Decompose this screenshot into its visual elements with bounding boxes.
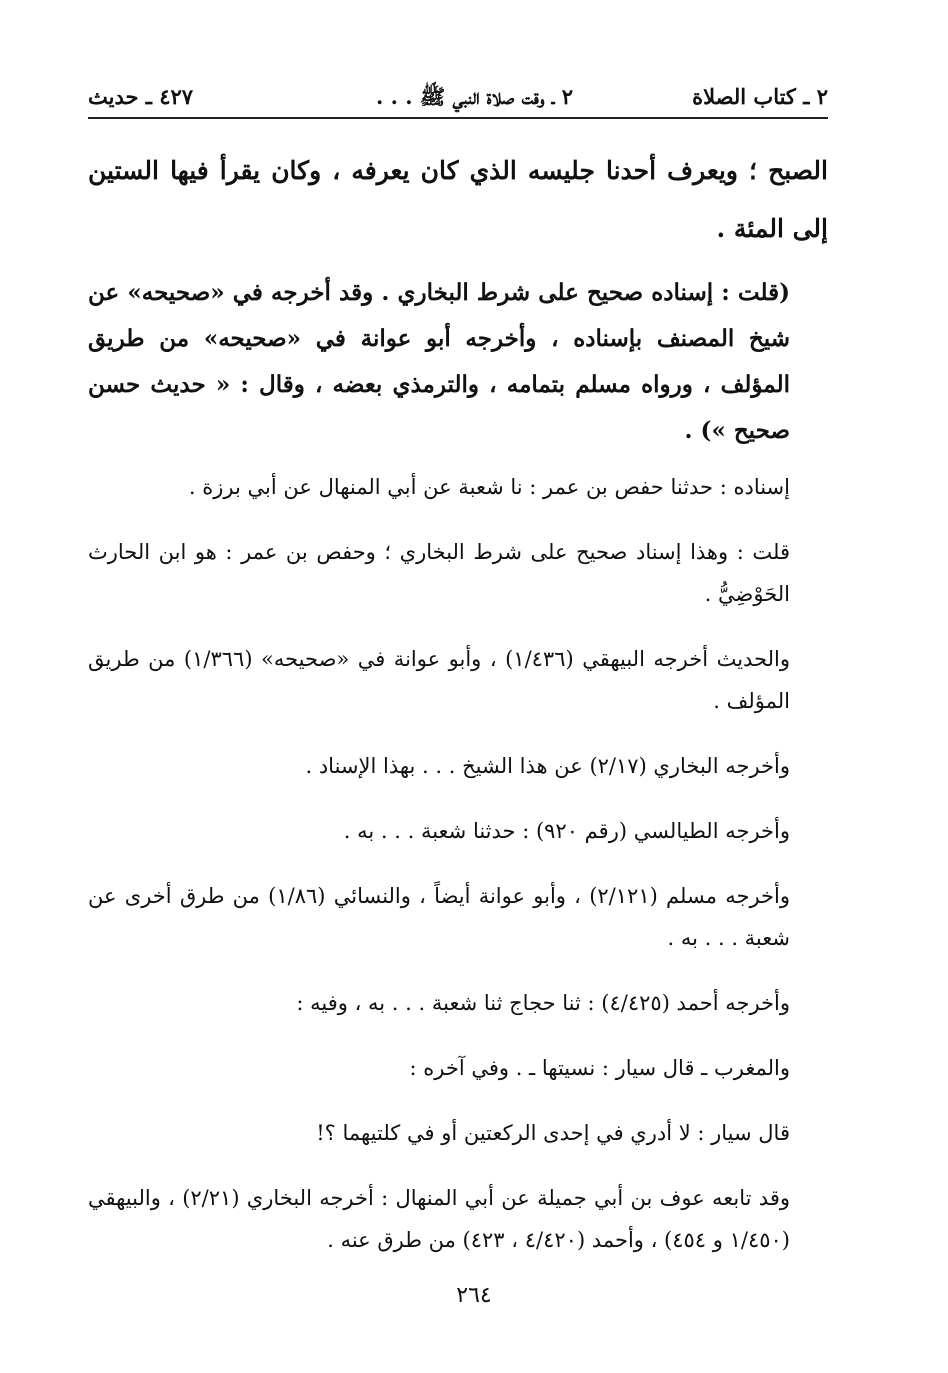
commentary-paragraph: إسناده : حدثنا حفص بن عمر : نا شعبة عن أبي المنهال عن أبي برزة . — [188, 475, 790, 499]
commentary-paragraph: وأخرجه أحمد (٤/٤٢٥) : ثنا حجاج ثنا شعبة . . . به ، وفيه : — [296, 991, 790, 1015]
commentary-paragraph: قلت : وهذا إسناد صحيح على شرط البخاري ؛ وحفص بن عمر : هو ابن الحارث الحَوْضِيُّ . — [88, 540, 790, 606]
commentary-paragraph: وأخرجه البخاري (٢/١٧) عن هذا الشيخ . . . بهذا الإسناد . — [305, 754, 790, 778]
hadith-text: الصبح ؛ ويعرف أحدنا جليسه الذي كان يعرفه ، وكان يقرأ فيها الستين إلى المئة . — [88, 156, 828, 243]
commentary-paragraph: وأخرجه مسلم (٢/١٢١) ، وأبو عوانة أيضاً ، والنسائي (١/٨٦) من طرق أخرى عن شعبة . . . به . — [88, 884, 790, 950]
hadith-number: ٤٢٧ ـ حديث — [88, 84, 194, 109]
commentary-paragraph: وقد تابعه عوف بن أبي جميلة عن أبي المنهال : أخرجه البخاري (٢/٢١) ، والبيهقي (١/٤٥٠ و ٤٥٤) ، وأحمد (٤/٤٢٠ ، ٤٢٣) من طرق عنه . — [88, 1186, 791, 1252]
commentary-paragraph: قال سيار : لا أدري في إحدى الركعتين أو في كلتيهما ؟! — [316, 1121, 790, 1145]
section-title: ٢ ـ وقت صلاة النبي ﷺ . . . — [376, 84, 573, 109]
page-number: ٢٦٤ — [456, 1283, 492, 1308]
chapter-title: ٢ ـ كتاب الصلاة — [692, 84, 828, 109]
page-body — [88, 142, 828, 1284]
header-rule — [88, 117, 828, 119]
running-header — [88, 78, 828, 118]
commentary-paragraph: والمغرب ـ قال سيار : نسيتها ـ . وفي آخره : — [409, 1056, 790, 1080]
commentary-paragraph: والحديث أخرجه البيهقي (١/٤٣٦) ، وأبو عوانة في «صحيحه» (١/٣٦٦) من طريق المؤلف . — [88, 647, 790, 713]
editor-note: (قلت : إسناده صحيح على شرط البخاري . وقد أخرجه في «صحيحه» عن شيخ المصنف بإسناده ، وأخرجه أبو عوانة في «صحيحه» من طريق المؤلف ، ورواه مسلم بتمامه ، والترمذي بعضه ، وقال : « حديث حسن صحيح ») . — [88, 279, 790, 444]
commentary-paragraph: وأخرجه الطيالسي (رقم ٩٢٠) : حدثنا شعبة . . . به . — [343, 819, 790, 843]
